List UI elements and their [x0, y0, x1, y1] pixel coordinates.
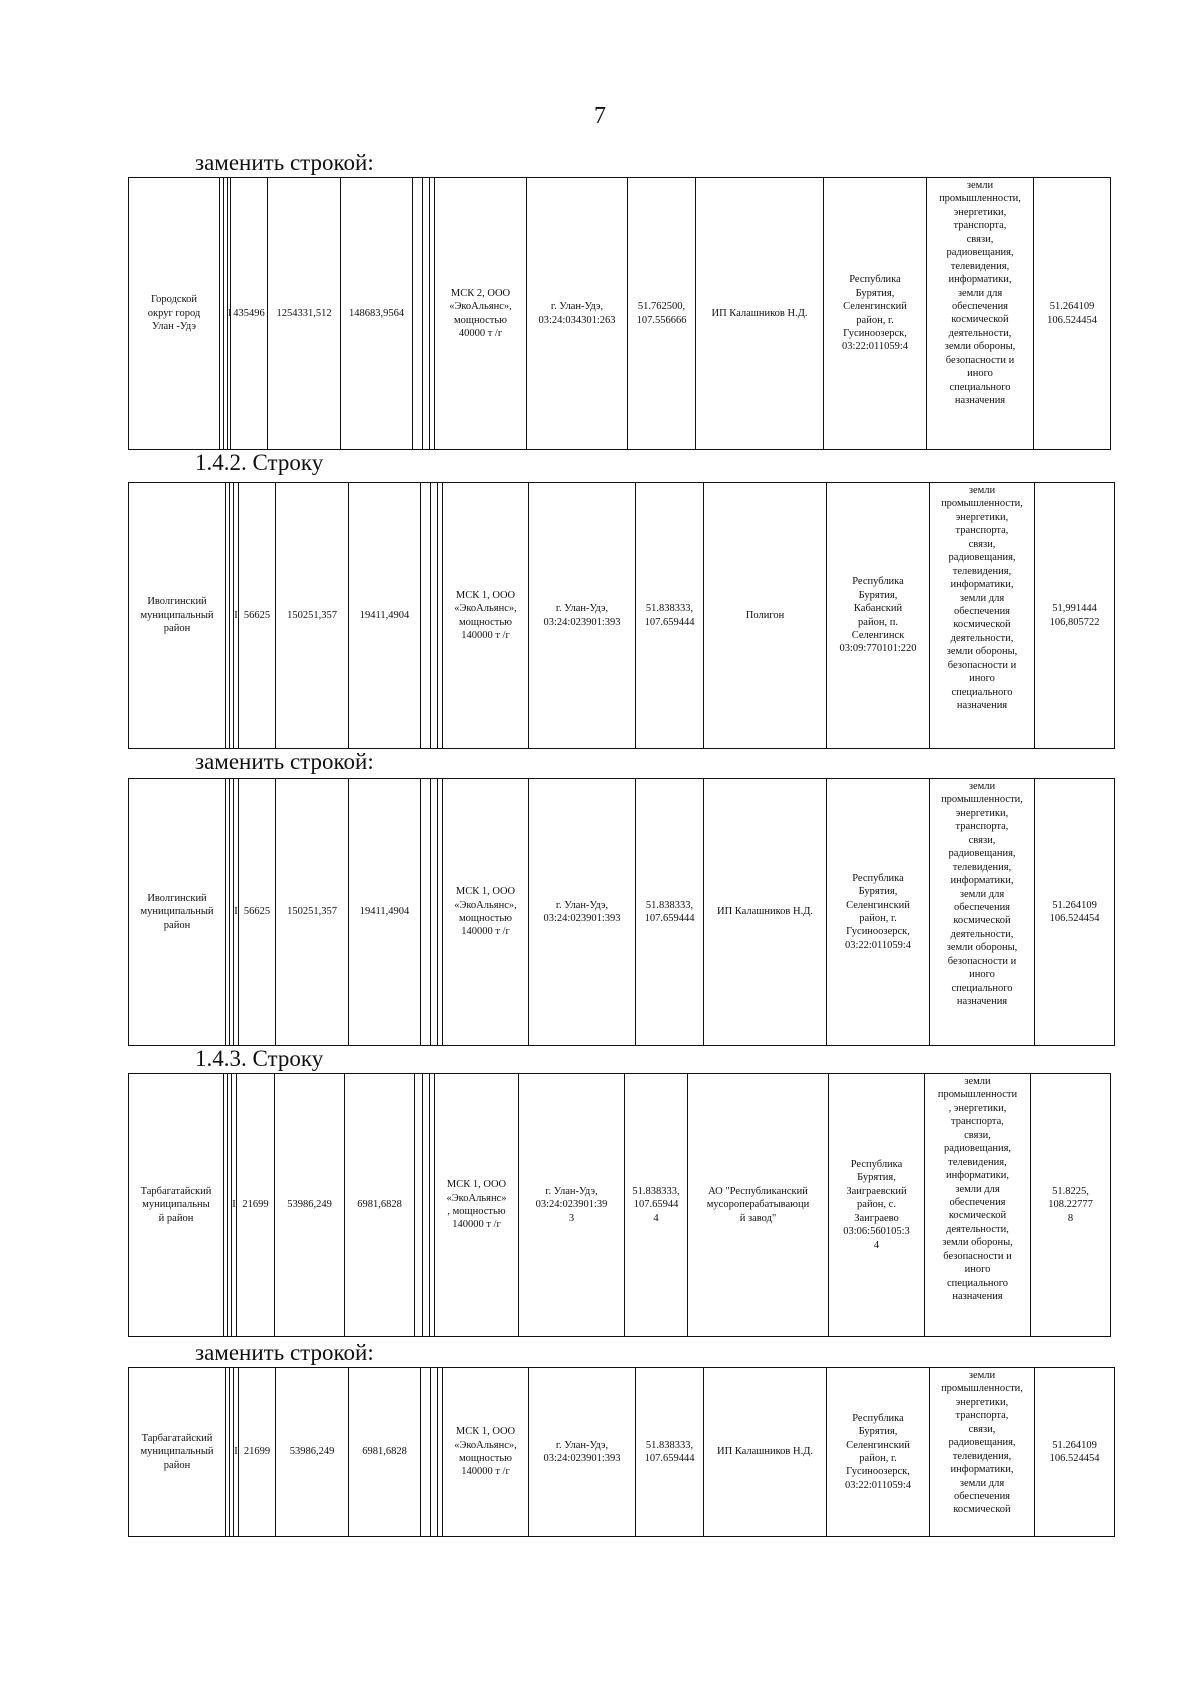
table-row — [129, 1074, 1111, 1337]
tonnage-cell: 6981,6828 — [345, 1074, 415, 1337]
empty-column — [413, 178, 423, 450]
tonnage-cell: 6981,6828 — [349, 1368, 421, 1537]
address-cell: г. Улан-Удэ, 03:24:023901:393 — [529, 483, 636, 749]
facility-cell: МСК 2, ООО «ЭкоАльянс», мощностью 40000 т /г — [435, 178, 527, 450]
class-cell: I — [234, 779, 239, 1046]
location-cell: Республика Бурятия, Селенгинский район, г. Гусиноозерск, 03:22:011059:4 — [827, 1368, 930, 1537]
table-row — [129, 779, 1115, 1046]
population-cell: 21699 — [239, 1368, 276, 1537]
empty-column — [415, 1074, 423, 1337]
class-cell: I — [232, 1074, 237, 1337]
operator-cell: Полигон — [704, 483, 827, 749]
district-cell: Тарбагатайский муниципальный район — [129, 1368, 226, 1537]
operator-cell: ИП Калашников Н.Д. — [696, 178, 824, 450]
record-table — [128, 482, 1115, 749]
table-row — [129, 1368, 1115, 1537]
target-coords-cell: 51,991444 106,805722 — [1035, 483, 1115, 749]
coords-cell: 51.838333, 107.659444 — [636, 483, 704, 749]
tonnage-cell: 148683,9564 — [341, 178, 413, 450]
land-category-cell: земли промышленности, энергетики, транспорта, связи, радиовещания, телевидения, информатики, земли для обеспечения космической — [930, 1368, 1035, 1537]
record-table — [128, 1367, 1115, 1537]
location-cell: Республика Бурятия, Селенгинский район, г. Гусиноозерск, 03:22:011059:4 — [824, 178, 927, 450]
population-cell: 21699 — [237, 1074, 275, 1337]
population-cell: 435496 — [231, 178, 268, 450]
table-row — [129, 483, 1115, 749]
record-table — [128, 1073, 1111, 1337]
address-cell: г. Улан-Удэ, 03:24:023901:393 — [529, 779, 636, 1046]
annual-volume-cell: 150251,357 — [276, 483, 349, 749]
table-row — [129, 178, 1111, 450]
caption-replace-with-row: заменить строкой: — [195, 749, 374, 774]
empty-column — [431, 779, 438, 1046]
operator-cell: ИП Калашников Н.Д. — [704, 1368, 827, 1537]
class-cell: I — [234, 1368, 239, 1537]
location-cell: Республика Бурятия, Кабанский район, п. Селенгинск 03:09:770101:220 — [827, 483, 930, 749]
caption-section-1-4-3: 1.4.3. Строку — [195, 1046, 324, 1071]
annual-volume-cell: 53986,249 — [276, 1368, 349, 1537]
annual-volume-cell: 1254331,512 — [268, 178, 341, 450]
land-category-cell: земли промышленности, энергетики, транспорта, связи, радиовещания, телевидения, информатики, земли для обеспечения космической деятельности, земли обороны, безопасности и иного специального назначения — [930, 483, 1035, 749]
target-coords-cell: 51.264109 106.524454 — [1035, 1368, 1115, 1537]
operator-cell: АО "Республиканский мусороперабатываюци й завод" — [688, 1074, 829, 1337]
district-cell: Иволгинский муниципальный район — [129, 779, 226, 1046]
empty-column — [431, 1368, 438, 1537]
land-category-cell: земли промышленности, энергетики, транспорта, связи, радиовещания, телевидения, информатики, земли для обеспечения космической деятельности, земли обороны, безопасности и иного специального назначения — [930, 779, 1035, 1046]
caption-replace-with-row: заменить строкой: — [195, 1340, 374, 1365]
coords-cell: 51.838333, 107.659444 — [636, 779, 704, 1046]
empty-column — [421, 779, 431, 1046]
coords-cell: 51.838333, 107.65944 4 — [625, 1074, 688, 1337]
empty-column — [421, 483, 431, 749]
empty-column — [423, 1074, 430, 1337]
population-cell: 56625 — [239, 483, 276, 749]
land-category-cell: земли промышленности, энергетики, транспорта, связи, радиовещания, телевидения, информатики, земли для обеспечения космической деятельности, земли обороны, безопасности и иного специального назначения — [927, 178, 1034, 450]
annual-volume-cell: 53986,249 — [275, 1074, 345, 1337]
tonnage-cell: 19411,4904 — [349, 483, 421, 749]
target-coords-cell: 51.264109 106.524454 — [1034, 178, 1111, 450]
facility-cell: МСК 1, ООО «ЭкоАльянс», мощностью 140000 т /г — [443, 483, 529, 749]
location-cell: Республика Бурятия, Заиграевский район, с. Заиграево 03:06:560105:3 4 — [829, 1074, 925, 1337]
land-category-cell: земли промышленности , энергетики, транспорта, связи, радиовещания, телевидения, информатики, земли для обеспечения космической деятельности, земли обороны, безопасности и иного специального назначения — [925, 1074, 1031, 1337]
tonnage-cell: 19411,4904 — [349, 779, 421, 1046]
facility-cell: МСК 1, ООО «ЭкоАльянс», мощностью 140000 т /г — [443, 1368, 529, 1537]
address-cell: г. Улан-Удэ, 03:24:023901:39 3 — [519, 1074, 625, 1337]
district-cell: Иволгинский муниципальный район — [129, 483, 226, 749]
location-cell: Республика Бурятия, Селенгинский район, г. Гусиноозерск, 03:22:011059:4 — [827, 779, 930, 1046]
address-cell: г. Улан-Удэ, 03:24:023901:393 — [529, 1368, 636, 1537]
class-cell: I — [234, 483, 239, 749]
empty-column — [421, 1368, 431, 1537]
address-cell: г. Улан-Удэ, 03:24:034301:263 — [527, 178, 628, 450]
population-cell: 56625 — [239, 779, 276, 1046]
annual-volume-cell: 150251,357 — [276, 779, 349, 1046]
record-table — [128, 177, 1111, 450]
empty-column — [431, 483, 438, 749]
operator-cell: ИП Калашников Н.Д. — [704, 779, 827, 1046]
facility-cell: МСК 1, ООО «ЭкоАльянс», мощностью 140000 т /г — [443, 779, 529, 1046]
empty-column — [423, 178, 430, 450]
district-cell: Тарбагатайский муниципальны й район — [129, 1074, 224, 1337]
record-table — [128, 778, 1115, 1046]
coords-cell: 51.838333, 107.659444 — [636, 1368, 704, 1537]
target-coords-cell: 51.8225, 108.22777 8 — [1031, 1074, 1111, 1337]
page-number: 7 — [594, 103, 606, 129]
district-cell: Городской округ город Улан -Удэ — [129, 178, 220, 450]
coords-cell: 51.762500, 107.556666 — [628, 178, 696, 450]
facility-cell: МСК 1, ООО «ЭкоАльянс» , мощностью 140000 т /г — [435, 1074, 519, 1337]
target-coords-cell: 51.264109 106.524454 — [1035, 779, 1115, 1046]
class-cell: I — [228, 178, 231, 450]
caption-section-1-4-2: 1.4.2. Строку — [195, 450, 324, 475]
caption-replace-with-row: заменить строкой: — [195, 150, 374, 175]
